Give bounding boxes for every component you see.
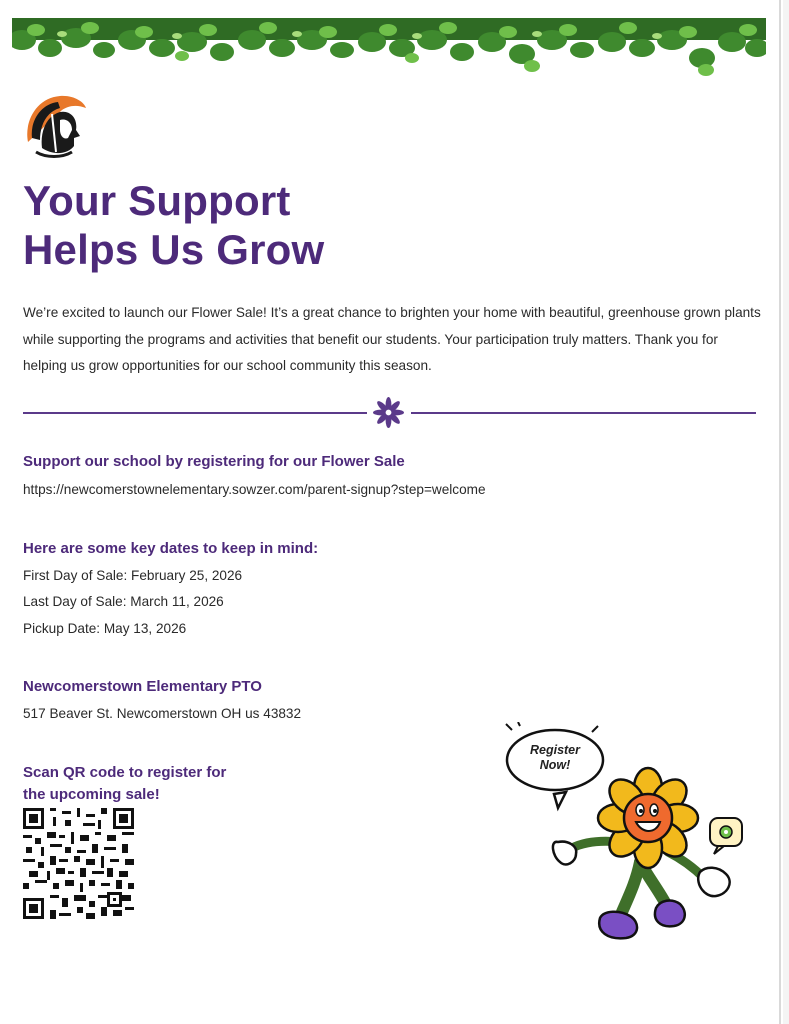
spartan-mascot-logo	[22, 92, 88, 160]
flower-character-illustration	[500, 722, 750, 950]
page-edge-shadow	[783, 0, 789, 1024]
bubble-line-1: Register	[529, 743, 581, 757]
org-address: 517 Beaver St. Newcomerstown OH us 43832	[23, 706, 302, 721]
speech-bubble	[506, 722, 603, 808]
date-pickup: Pickup Date: May 13, 2026	[23, 621, 187, 636]
intro-paragraph: We’re excited to launch our Flower Sale! It’s a great chance to brighten your home with beautiful, greenhouse grown plants while supporting the programs and activities that benefit our students. Your participation truly matters. Thank you for helping us grow opportunities for our school community this season.	[23, 305, 761, 373]
org-name: Newcomerstown Elementary PTO	[23, 678, 262, 695]
date-last-day: Last Day of Sale: March 11, 2026	[23, 594, 224, 609]
title-line-2: Helps Us Grow	[23, 226, 325, 273]
qr-heading-line-1: Scan QR code to register for	[23, 764, 227, 781]
bubble-line-2: Now!	[539, 758, 571, 772]
page-title	[23, 176, 324, 274]
section-divider	[23, 396, 756, 428]
qr-heading-line-2: the upcoming sale!	[23, 786, 160, 803]
date-first-day: First Day of Sale: February 25, 2026	[23, 568, 243, 583]
title-line-1: Your Support	[23, 177, 291, 224]
mini-flower-bubble-icon	[710, 818, 742, 854]
registration-link[interactable]: https://newcomerstownelementary.sowzer.com/parent-signup?step=welcome	[23, 482, 486, 497]
leaf-banner	[12, 18, 766, 78]
qr-code[interactable]	[23, 808, 134, 919]
flower-ornament-icon	[373, 397, 404, 428]
qr-heading	[23, 762, 263, 806]
page-edge	[779, 0, 781, 1024]
register-heading: Support our school by registering for our Flower Sale	[23, 453, 405, 470]
key-dates-heading: Here are some key dates to keep in mind:	[23, 540, 319, 557]
